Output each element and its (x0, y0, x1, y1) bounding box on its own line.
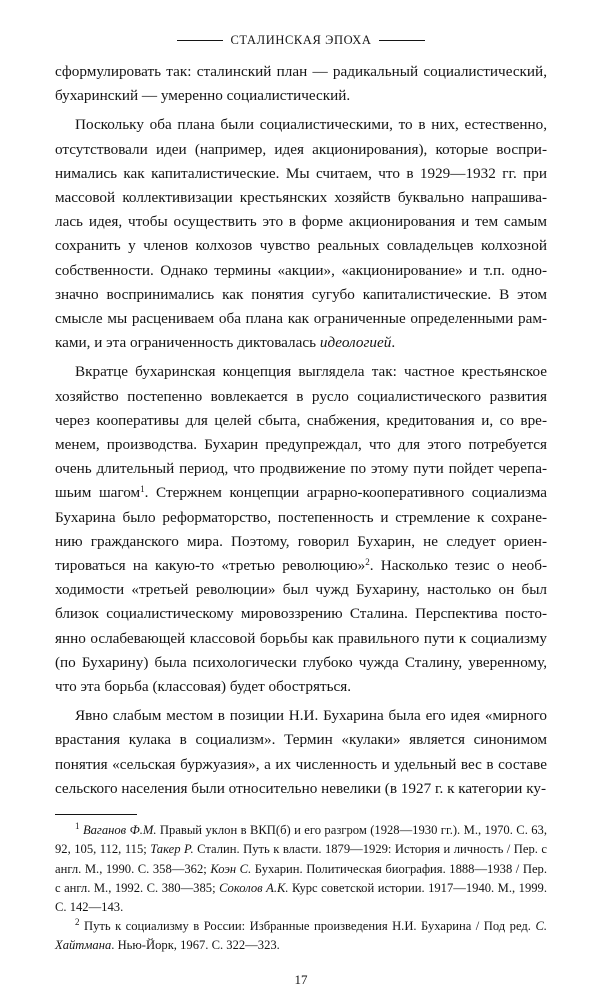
text-run: Явно слабым местом в позиции Н.И. Бухарина была его идея «мирного врастания кулака в социализм». Термин «кулаки» является синонимом понятия «сельская буржуазия», а их численность и удельный вес в составе сельского населения были относительно невелики (в 1927 г. к категории ку- (55, 707, 547, 797)
header-rule-left (177, 40, 223, 41)
footnote-marker: 1 (75, 821, 80, 832)
paragraph (55, 360, 547, 699)
text-run: Правый уклон в ВКП(б) и его разгром (1928—1930 гг.). М., 1970. С. 63, 92, 105, 112, 115; (55, 823, 548, 857)
italic-text: идеологией (319, 334, 392, 352)
main-text (55, 60, 547, 801)
italic-text: Ваганов Ф.М. (82, 823, 157, 838)
italic-text: Коэн С. (210, 861, 252, 876)
text-run: Вкратце бухаринская концепция выглядела так: частное крестьянское хозяйство постепенно вовлекается в русло социалистического развития через кооперативы для целей сбыта, снабжения, кредитования и, со временем, производства. Бухарин предупреждал, что для этого потребуется очень длительный период, что продвижение по этому пути пойдет черепашьим шагом (55, 363, 547, 502)
italic-text: Соколов А.К. (219, 880, 289, 895)
page-number: 17 (294, 971, 308, 987)
footnote (55, 821, 547, 917)
paragraph (55, 113, 547, 355)
footnote-separator (55, 814, 137, 815)
text-run: Поскольку оба плана были социалистическими, то в них, естественно, отсутствовали идеи (например, идея акционирования), которые воспринимались как капиталистические. Мы считаем, что в 1929—1932 гг. при массовой коллективизации крестьянских хозяйств буквально напрашивалась идея, чтобы осуществить это в форме акционирования и тем самым сохранить у членов колхозов чувство реальных совладельцев колхозной собственности. Однако термины «акции», «акционирование» и т.п. однозначно воспринимались как понятия сугубо капиталистические. В этом смысле мы расцениваем оба плана как ограниченные определенными рамками, и эта ограниченность диктовалась (55, 116, 547, 352)
footnote (55, 917, 547, 955)
running-header (55, 30, 547, 50)
text-run: . Насколько тезис о необходимости «третьей революции» был чужд Бухарину, настолько он был близок социалистическому мировоззрению Сталина. Перспектива постоянно ослабевающей классовой борьбы как правильного пути к социализму (по Бухарину) была психологически глубоко чужда Сталину, уверенному, что эта борьба (классовая) будет обостряться. (55, 557, 548, 696)
text-run: . Стержнем концепции аграрно-кооперативного социализма Бухарина было реформаторство, постепенность и стремление к сохранению гражданского мира. Поэтому, говорил Бухарин, не следует ориентироваться на какую-то «третью революцию» (55, 484, 547, 575)
text-run: . Нью-Йорк, 1967. С. 322—323. (111, 938, 280, 953)
text-run: Сталин. Путь к власти. 1879—1929: История и личность / Пер. с англ. М., 1990. С. 358—362; (55, 842, 548, 876)
footnote-marker: 1 (140, 484, 145, 495)
paragraph (55, 704, 547, 801)
italic-text: С. Хайтмана (55, 919, 547, 953)
text-run: Путь к социализму в России: Избранные произведения Н.И. Бухарина / Под ред. (79, 919, 536, 934)
book-page (55, 30, 547, 988)
text-run: Бухарин. Политическая биография. 1888—1938 / Пер. с англ. М., 1992. С. 380—385; (55, 861, 547, 895)
paragraph (55, 60, 547, 108)
italic-text: Такер Р. (150, 842, 194, 857)
text-run: Курс советской истории. 1917—1940. М., 1999. С. 142—143. (55, 880, 548, 914)
footnotes (55, 821, 547, 955)
footnote-marker: 2 (75, 917, 80, 928)
header-rule-right (379, 40, 425, 41)
running-header-title: СТАЛИНСКАЯ ЭПОХА (230, 32, 372, 47)
text-run: сформулировать так: сталинский план — радикальный социалистический, бухаринский — умеренно социалистический. (55, 63, 547, 105)
text-run: . (391, 334, 396, 352)
footnote-marker: 2 (365, 557, 370, 568)
